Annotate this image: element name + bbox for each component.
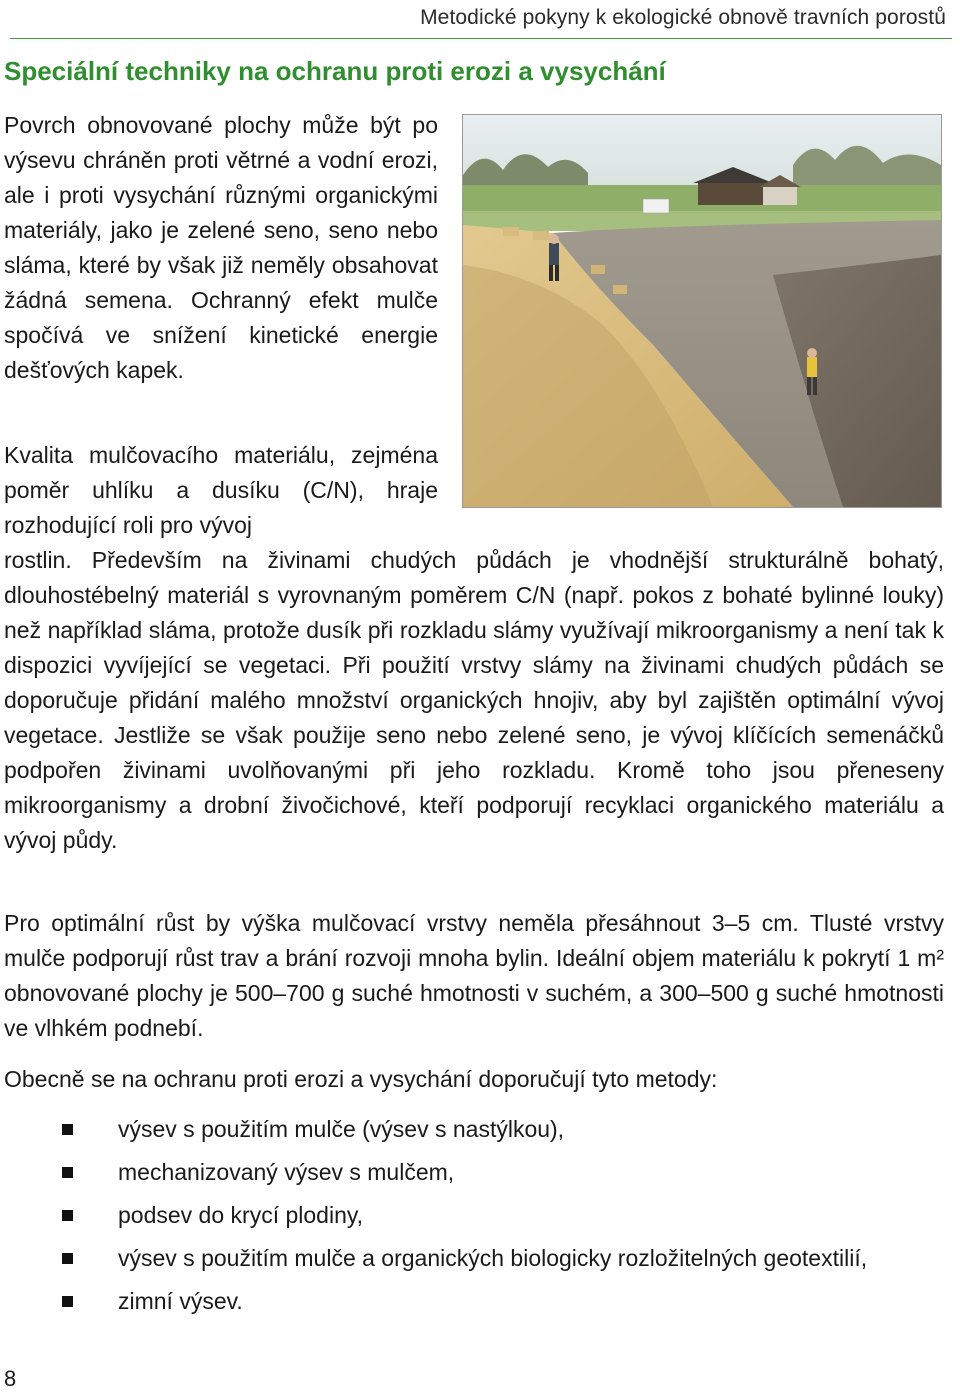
- mulching-photo: [462, 114, 942, 508]
- paragraph-methods-intro: Obecně se na ochranu proti erozi a vysychání doporučují tyto metody:: [4, 1066, 718, 1092]
- section-title: Speciální techniky na ochranu proti erozi a vysychání: [4, 56, 666, 86]
- running-header: [10, 4, 952, 39]
- running-title: Metodické pokyny k ekologické obnově travních porostů: [420, 6, 946, 29]
- paragraph-mulch-layer: Pro optimální růst by výška mulčovací vrstvy neměla přesáhnout 3–5 cm. Tlusté vrstvy mulče podporují růst trav a brání rozvoji mnoha bylin. Ideální objem materiálu k pokrytí 1 m² obnovované plochy je 500–700 g suché hmotnosti v suchém, a 300–500 g suché hmotnosti ve vlhkém podnebí.: [4, 910, 944, 1041]
- methods-list: [60, 1112, 945, 1327]
- list-item: zimní výsev.: [60, 1284, 945, 1319]
- square-bullet-icon: [62, 1296, 73, 1307]
- paragraph-mulch-quality: rostlin. Především na živinami chudých půdách je vhodnější strukturálně bohatý, dlouhostébelný materiál s vyrovnaným poměrem C/N (např. pokos z bohaté bylinné louky) než například sláma, protože dusík při rozkladu slámy využívají mikroorganismy a není tak k dispozici vyvíjející se vegetaci. Při použití vrstvy slámy na živinami chudých půdách se doporučuje přidání malého množství organických hnojiv, aby byl zajištěn optimální vývoj vegetace. Jestliže se však použije seno nebo zelené seno, je vývoj klíčících semenáčků podpořen živinami uvolňovanými při jeho rozkladu. Kromě toho jsou přeneseny mikroorganismy a drobní živočichové, kteří podporují recyklaci organického materiálu a vývoj půdy.: [4, 547, 944, 853]
- square-bullet-icon: [62, 1253, 73, 1264]
- list-item: výsev s použitím mulče a organických biologicky rozložitelných geotextilií,: [60, 1241, 945, 1276]
- page-number: 8: [4, 1366, 17, 1391]
- list-item: mechanizovaný výsev s mulčem,: [60, 1155, 945, 1190]
- list-item: výsev s použitím mulče (výsev s nastýlkou),: [60, 1112, 945, 1147]
- mulching-photo-image: [463, 115, 941, 507]
- paragraph-mulch-quality-intro: Kvalita mulčovacího materiálu, zejména poměr uhlíku a dusíku (C/N), hraje rozhodující roli pro vývoj: [4, 442, 438, 538]
- square-bullet-icon: [62, 1210, 73, 1221]
- square-bullet-icon: [62, 1167, 73, 1178]
- list-item: podsev do krycí plodiny,: [60, 1198, 945, 1233]
- square-bullet-icon: [62, 1124, 73, 1135]
- paragraph-mulch-protection: Povrch obnovované plochy může být po výsevu chráněn proti větrné a vodní erozi, ale i proti vysychání různými organickými materiály, jako je zelené seno, seno nebo sláma, které by však již neměly obsahovat žádná semena. Ochranný efekt mulče spočívá ve snížení kinetické energie dešťových kapek.: [4, 112, 438, 383]
